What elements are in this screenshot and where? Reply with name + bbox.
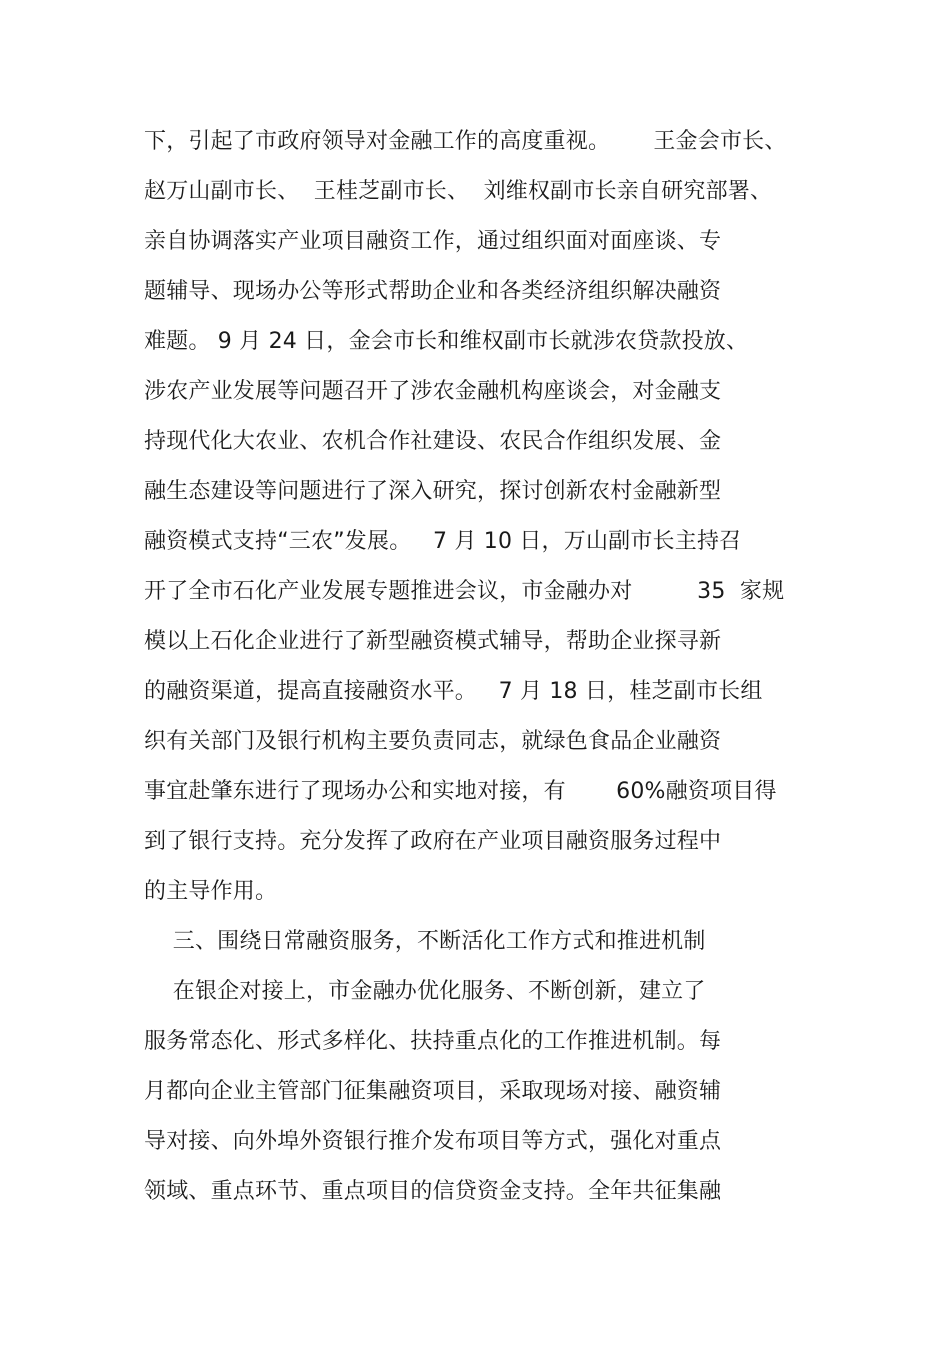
text-line: 的主导作用。 — [144, 879, 278, 904]
text-line: 模以上石化企业进行了新型融资模式辅导，帮助企业探寻新 — [144, 629, 722, 654]
text-line: 融资模式支持“三农”发展。 7 月 10 日，万山副市长主持召 — [144, 529, 742, 554]
text-line: 开了全市石化产业发展专题推进会议，市金融办对 35 家规 — [144, 579, 785, 604]
text-line: 服务常态化、形式多样化、扶持重点化的工作推进机制。每 — [144, 1029, 722, 1054]
text-line: 的融资渠道，提高直接融资水平。 7 月 18 日，桂芝副市长组 — [144, 679, 763, 704]
text-line: 导对接、向外埠外资银行推介发布项目等方式，强化对重点 — [144, 1129, 722, 1154]
text-line: 涉农产业发展等问题召开了涉农金融机构座谈会，对金融支 — [144, 379, 722, 404]
text-line: 题辅导、现场办公等形式帮助企业和各类经济组织解决融资 — [144, 279, 722, 304]
section-heading: 三、围绕日常融资服务，不断活化工作方式和推进机制 — [144, 929, 706, 954]
text-line: 月都向企业主管部门征集融资项目，采取现场对接、融资辅 — [144, 1079, 722, 1104]
text-line: 亲自协调落实产业项目融资工作，通过组织面对面座谈、专 — [144, 229, 722, 254]
text-line: 持现代化大农业、农机合作社建设、农民合作组织发展、金 — [144, 429, 722, 454]
text-line: 在银企对接上，市金融办优化服务、不断创新，建立了 — [144, 979, 706, 1004]
text-line: 领域、重点环节、重点项目的信贷资金支持。全年共征集融 — [144, 1179, 722, 1204]
text-line: 融生态建设等问题进行了深入研究，探讨创新农村金融新型 — [144, 479, 722, 504]
text-line: 到了银行支持。充分发挥了政府在产业项目融资服务过程中 — [144, 829, 722, 854]
text-line: 事宜赴肇东进行了现场办公和实地对接，有 60%融资项目得 — [144, 779, 777, 804]
text-line: 难题。 9 月 24 日，金会市长和维权副市长就涉农贷款投放、 — [144, 329, 749, 354]
text-line: 赵万山副市长、 王桂芝副市长、 刘维权副市长亲自研究部署、 — [144, 179, 773, 204]
text-line: 织有关部门及银行机构主要负责同志，就绿色食品企业融资 — [144, 729, 722, 754]
text-line: 下，引起了市政府领导对金融工作的高度重视。 王金会市长、 — [144, 129, 787, 154]
